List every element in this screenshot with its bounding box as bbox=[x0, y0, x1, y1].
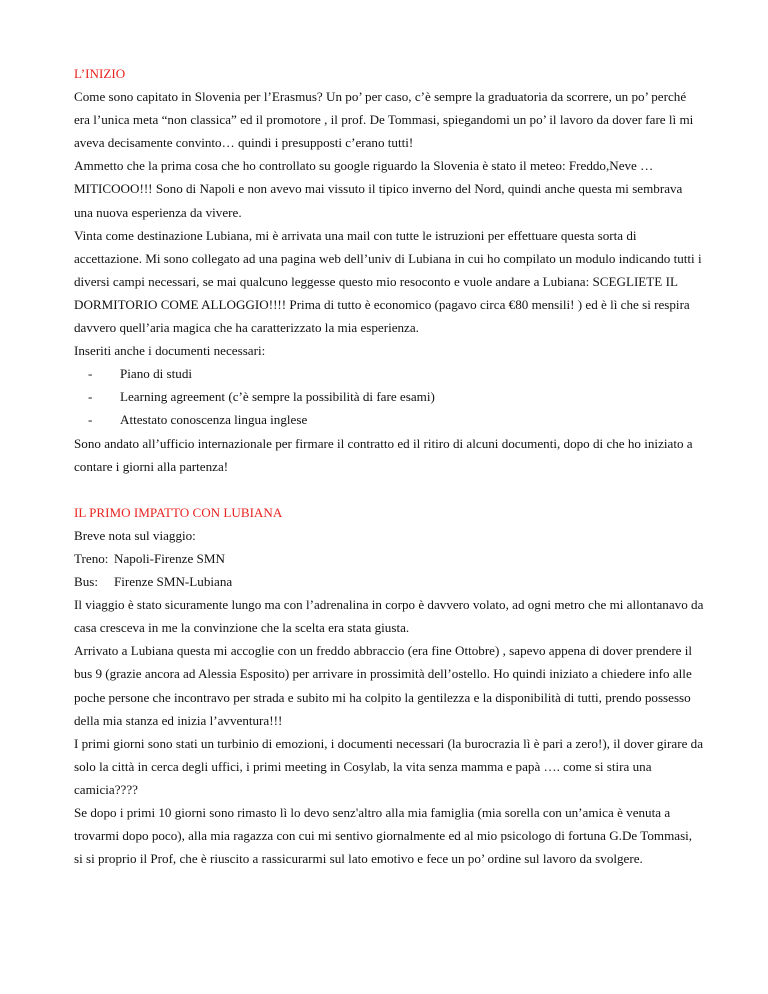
list-item bbox=[74, 385, 704, 408]
travel-value: Firenze SMN-Lubiana bbox=[114, 574, 233, 590]
paragraph: Come sono capitato in Slovenia per l’Erasmus? Un po’ per caso, c’è sempre la graduatoria da scorrere, un po’ perché era l’unica meta “non classica” ed il promotore , il prof. De Tommasi, spiegandomi un po’ il lavoro da dover fare lì mi aveva decisamente convinto… quindi i presupposti c’erano tutti! bbox=[74, 89, 694, 151]
paragraph: Ammetto che la prima cosa che ho controllato su google riguardo la Slovenia è stato il meteo: Freddo,Neve … MITICOOO!!! Sono di Napoli e non avevo mai vissuto il tipico inverno del Nord, quindi anche questa mi sembrava una nuova esperienza da vivere. bbox=[74, 158, 683, 220]
travel-label: Bus: bbox=[74, 574, 99, 590]
paragraph: Breve nota sul viaggio: bbox=[74, 527, 196, 543]
paragraph: Arrivato a Lubiana questa mi accoglie con un freddo abbraccio (era fine Ottobre) , sapevo appena di dover prendere il bus 9 (grazie ancora ad Alessia Esposito) per arrivare in prossimità dell’ostello. Ho quindi iniziato a chiedere info alle poche persone che incontravo per strada e subito mi ha colpito la gentilezza e la disponibilità di tutti, prendo possesso della mia stanza ed inizia l’avventura!!! bbox=[74, 643, 693, 728]
bullet-marker: - bbox=[88, 389, 93, 405]
travel-row bbox=[74, 547, 704, 570]
section-heading-inizio: L’INIZIO bbox=[74, 66, 126, 81]
paragraph: Il viaggio è stato sicuramente lungo ma con l’adrenalina in corpo è davvero volato, ad ogni metro che mi allontanavo da casa cresceva in me la convinzione che la scelta era stata giusta. bbox=[74, 597, 704, 636]
bullet-marker: - bbox=[88, 366, 93, 382]
list-item-text: Learning agreement (c’è sempre la possibilità di fare esami) bbox=[120, 389, 435, 405]
bullet-marker: - bbox=[88, 412, 93, 428]
paragraph: Sono andato all’ufficio internazionale per firmare il contratto ed il ritiro di alcuni documenti, dopo di che ho iniziato a contare i giorni alla partenza! bbox=[74, 435, 693, 474]
list-item-text: Piano di studi bbox=[120, 366, 193, 382]
travel-row bbox=[74, 570, 704, 593]
list-item bbox=[74, 408, 704, 431]
paragraph: I primi giorni sono stati un turbinio di emozioni, i documenti necessari (la burocrazia lì è pari a zero!), il dover girare da solo la città in cerca degli uffici, i primi meeting in Cosylab, la vita senza mamma e papà …. come si stira una camicia???? bbox=[74, 735, 704, 797]
list-item bbox=[74, 362, 704, 385]
travel-label: Treno: bbox=[74, 550, 109, 566]
paragraph: Se dopo i primi 10 giorni sono rimasto lì lo devo senz'altro alla mia famiglia (mia sorella con un’amica è venuta a trovarmi dopo poco), alla mia ragazza con cui mi sentivo giornalmente ed al mio psicologo di fortuna G.De Tommasi, si si proprio il Prof, che è riuscito a rassicurarmi sul lato emotivo e fece un po’ ordine sul lavoro da svolgere. bbox=[74, 805, 693, 867]
list-item-text: Attestato conoscenza lingua inglese bbox=[120, 412, 308, 428]
section-heading-primo-impatto: IL PRIMO IMPATTO CON LUBIANA bbox=[74, 504, 283, 520]
blank-line bbox=[74, 478, 704, 501]
document-page bbox=[74, 62, 704, 870]
travel-value: Napoli-Firenze SMN bbox=[114, 550, 225, 566]
paragraph: Vinta come destinazione Lubiana, mi è arrivata una mail con tutte le istruzioni per effettuare questa sorta di accettazione. Mi sono collegato ad una pagina web dell’univ di Lubiana in cui ho compilato un modulo indicando tutti i diversi campi necessari, se mai qualcuno leggesse questo mio resoconto e vuole andare a Lubiana: SCEGLIETE IL DORMITORIO COME ALLOGGIO!!!! Prima di tutto è economico (pagavo circa €80 mensili! ) ed è lì che si respira davvero quell’aria magica che ha caratterizzato la mia esperienza. bbox=[74, 227, 702, 336]
paragraph: Inseriti anche i documenti necessari: bbox=[74, 343, 266, 359]
